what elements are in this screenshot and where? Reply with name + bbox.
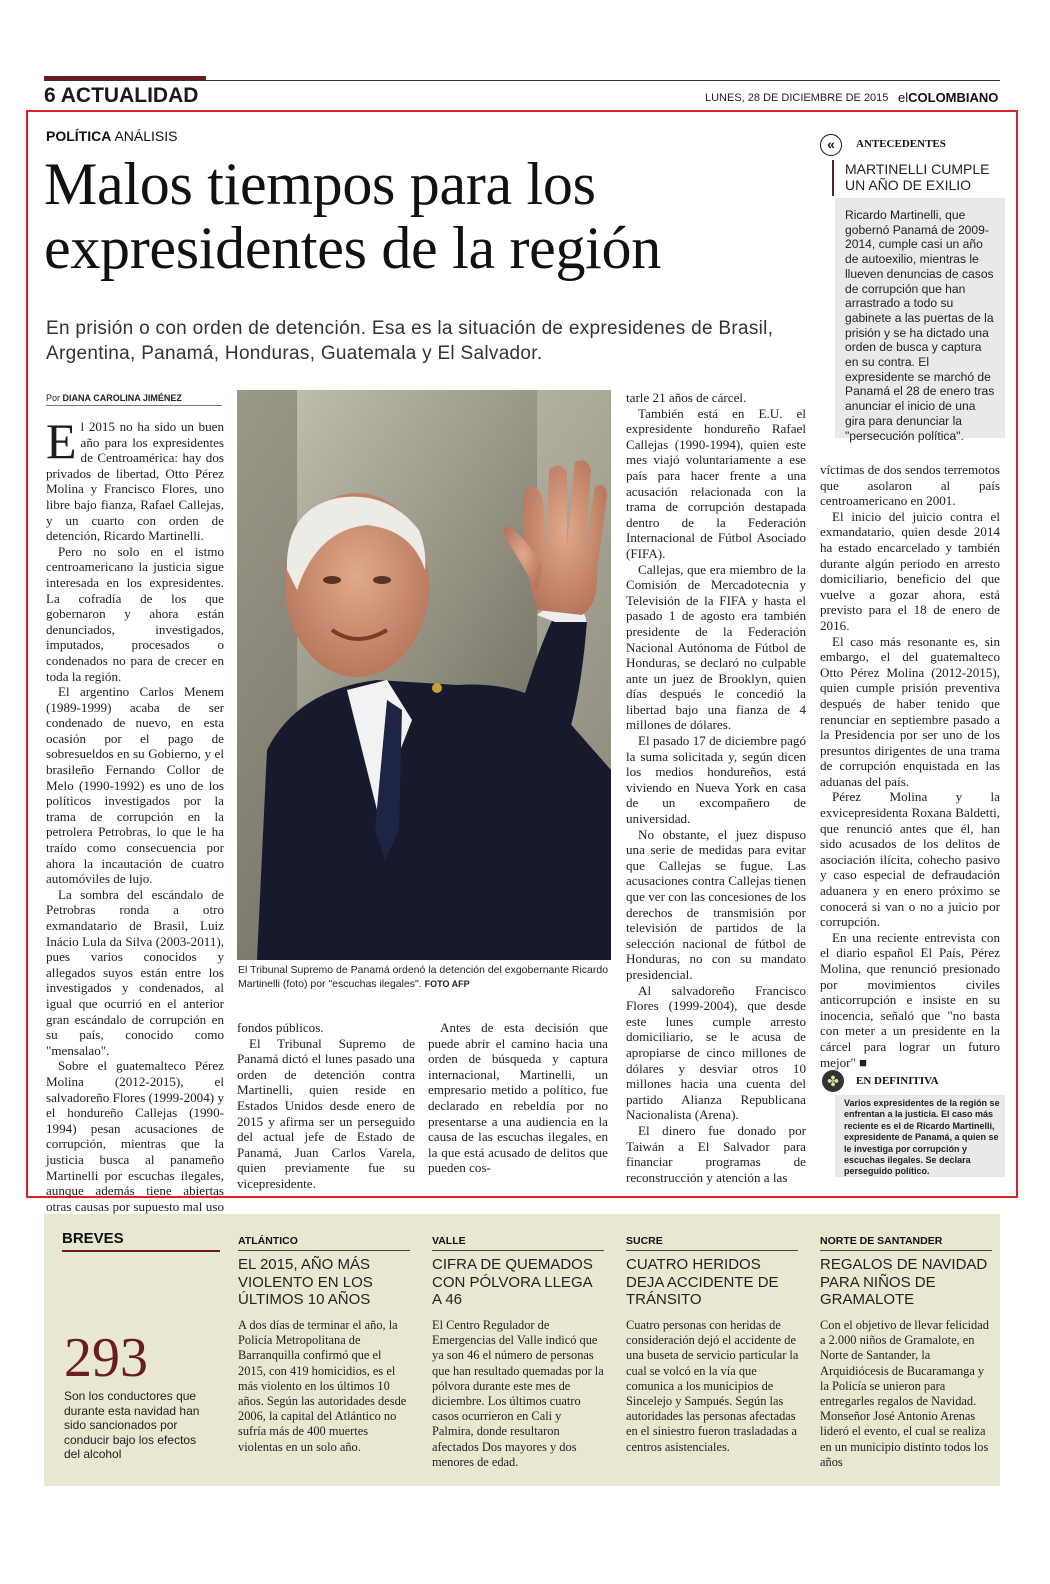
drop-cap: E [46, 413, 77, 469]
byline [46, 393, 182, 403]
photo-caption [238, 963, 610, 991]
breves-number-text: Son los conductores que durante esta navidad han sido sancionados por conducir bajo los efectos del alcohol [64, 1389, 200, 1462]
breves-label: BREVES [62, 1230, 124, 1247]
section-header [44, 84, 198, 108]
article-column-1 [46, 413, 224, 1230]
paragraph: El argentino Carlos Menem (1989-1999) acaba de ser condenado de nuevo, en esta ocasión por el pago de sobresueldos en su Gobierno, y el brasileño Fernando Collor de Melo (1990-1992) es uno de los políticos investigados por la trama de corrupción en la petrolera Petrobras, lo que le ha traído como consecuencia por ahora la incautación de cuatro automóviles de lujo. [46, 684, 224, 887]
sidebar-accent-rule [832, 160, 834, 196]
paragraph: También está en E.U. el expresidente hondureño Rafael Callejas (1990-1994), quien este mes viajó voluntariamente a ese país para hacer frente a una acusación relacionada con la trama de corrupción destapada dentro de la Federación Internacional de Fútbol Asociado (FIFA). [626, 405, 806, 561]
article-column-3 [428, 1020, 608, 1176]
article-column-5 [820, 462, 1000, 1070]
paragraph: El Tribunal Supremo de Panamá dictó el lunes pasado una orden de detención contra Martinelli, quien reside en Estados Unidos desde enero de 2015 y afirma ser un perseguido del actual jefe de Estado de Panamá, Juan Carlos Varela, quien previamente fue su vicepresidente. [237, 1035, 415, 1191]
summary-text: Varios expresidentes de la región se enfrentan a la justicia. El caso más reciente es el de Ricardo Martinelli, expresidente de Panamá, a quien se le investiga por corrupción y escuchas ilegales. Se declara perseguido político. [844, 1098, 1000, 1177]
brief-title: REGALOS DE NAVIDAD PARA NIÑOS DE GRAMALOTE [820, 1256, 988, 1308]
kicker-category: POLÍTICA [46, 128, 112, 144]
paragraph: Sobre el guatemalteco Pérez Molina (2012-2015), el salvadoreño Flores (1999-2004) y el hondureño Callejas (1990-1994) pesan acusaciones de corrupción, mientras que la justicia busca al panameño Martinelli por escuchas ilegales, aunque además tiene abiertas otras causas por supuesto mal uso [46, 1058, 224, 1214]
martinelli-photo-illustration [237, 390, 611, 960]
paragraph: Antes de esta decisión que puede abrir el camino hacia una orden de búsqueda y captura internacional, Martinelli, un empresario metido a político, fue declarado en rebeldía por no presentarse a una audiencia en la causa de las escuchas ilegales, en la que está acusado de delitos que pueden cos- [428, 1020, 608, 1176]
breves-big-number: 293 [64, 1327, 148, 1389]
brand-name: COLOMBIANO [908, 90, 999, 105]
paragraph: En una reciente entrevista con el diario español El País, Pérez Molina, que renunció presionado por movimientos civiles anticorrupción e insiste en su inocencia, señaló que "no basta con meter a un presidente en la cárcel para lograr un futuro mejor" ■ [820, 929, 1000, 1070]
byline-rule [46, 405, 222, 406]
brief-body: A dos días de terminar el año, la Policía Metropolitana de Barranquilla confirmó que el 2015, con 419 homicidios, es el más violento en los últimos 10 años. Según las autoridades desde 2006, la capital del Atlántico no sufría más de 400 muertes violentas en un solo año. [238, 1318, 407, 1454]
clover-icon: ✤ [822, 1070, 844, 1092]
brief-body: Con el objetivo de llevar felicidad a 2.000 niños de Gramalote, en Norte de Santander, la Arquidiócesis de Bucaramanga y la Policía se unieron para entregarles regalos de Navidad. Monseñor José Antonio Arenas lideró el evento, el cual se realiza en un municipio distinto todos los años [820, 1318, 989, 1469]
summary-label: EN DEFINITIVA [856, 1075, 939, 1087]
brief-region: SUCRE [626, 1235, 663, 1247]
paragraph: El pasado 17 de diciembre pagó la suma solicitada y, según dicen los medios hondureños, está viviendo en Nueva York en casa de un excompañero de universidad. [626, 733, 806, 827]
newspaper-brand [898, 90, 998, 105]
double-chevron-left-icon: « [820, 134, 842, 156]
article-photo [237, 390, 611, 960]
paragraph: La sombra del escándalo de Petrobras ronda a otro exmandatario de Brasil, Luiz Inácio Lula da Silva (2003-2011), pues varios conocidos y allegados suyos están entre los investigados y condenados, al igual que ocurrió en el anterior gran escándalo de corrupción en su país, conocido como "mensalao". [46, 886, 224, 1058]
issue-date: LUNES, 28 DE DICIEMBRE DE 2015 [705, 92, 889, 104]
paragraph: El caso más resonante es, sin embargo, el del guatemalteco Otto Pérez Molina (2012-2015), quien cumple prisión preventiva después de haber tenido que renunciar en septiembre pasado a la Presidencia por ser uno de los presuntos dirigentes de una trama de corrupción enquistada en las aduanas del país. [820, 633, 1000, 789]
brief-title: EL 2015, AÑO MÁS VIOLENTO EN LOS ÚLTIMOS 10 AÑOS [238, 1256, 373, 1308]
article-deck: En prisión o con orden de detención. Esa es la situación de expresidenes de Brasil, Argentina, Panamá, Honduras, Guatemala y El Salvador. [46, 318, 774, 364]
paragraph: víctimas de dos sendos terremotos que asolaron al país centroamericano en 2001. [820, 462, 1000, 509]
brief-region: NORTE DE SANTANDER [820, 1235, 943, 1247]
brief-title: CUATRO HERIDOS DEJA ACCIDENTE DE TRÁNSITO [626, 1256, 779, 1308]
photo-credit: FOTO AFP [424, 979, 470, 989]
article-headline: Malos tiempos para los expresidentes de la región [44, 151, 661, 281]
paragraph: Pérez Molina y la exvicepresidenta Roxana Baldetti, que renunció antes que él, han sido acusados de los delitos de asociación ilícita, cohecho pasivo y caso especial de defraudación aduanera y en enero próximo se conocerá si van o no a juicio por corrupción. [820, 789, 1000, 930]
brief-body: Cuatro personas con heridas de consideración dejó el accidente de una buseta de servicio particular la cual se volcó en la vía que comunica a los municipios de Sincelejo y Sampués. Según las autoridades las personas afectadas en el siniestro fueron trasladadas a centros asistenciales. [626, 1318, 799, 1454]
paragraph: No obstante, el juez dispuso una serie de medidas para evitar que Callejas se fugue. Las acusaciones contra Callejas tienen que ver con las concesiones de los derechos de transmisión por televisión de partidos de la selección nacional de fútbol de Honduras, no con su mandato presidencial. [626, 826, 806, 982]
brief-region: VALLE [432, 1235, 466, 1247]
paragraph: fondos públicos. [237, 1020, 324, 1035]
breves-rule [62, 1250, 220, 1252]
paragraph-text: l 2015 no ha sido un buen año para los expresidentes de Centroamérica: hay dos privados de libertad, Otto Pérez Molina y Francisco Flores, uno libre bajo fianza, Rafael Callejas, y un cuarto con orden de detención, Ricardo Martinelli. [46, 419, 224, 544]
paragraph: Callejas, que era miembro de la Comisión de Mercadotecnia y Televisión de la FIFA y hasta el pasado 1 de agosto era también presidente de la Federación Nacional Autónoma de Fútbol de Honduras, se declaró no culpable ante un juez de Brooklyn, quien días después le concedió la libertad bajo una fianza de 4 millones de dólares. [626, 561, 806, 733]
brief-rule [820, 1250, 992, 1251]
article-column-2 [237, 1020, 415, 1192]
sidebar-title: MARTINELLI CUMPLE UN AÑO DE EXILIO [845, 161, 990, 193]
brief-rule [238, 1250, 410, 1251]
article-kicker [46, 128, 178, 144]
brief-rule [432, 1250, 604, 1251]
paragraph: El inicio del juicio contra el exmandatario, quien desde 2014 ha estado encarcelado y también durante algún periodo en arresto domiciliario, beneficio del que vuelve a gozar ahora, está previsto para el 18 de enero de 2016. [820, 508, 1000, 633]
paragraph [46, 413, 224, 544]
byline-prefix: Por [46, 393, 61, 403]
brief-region: ATLÁNTICO [238, 1235, 298, 1247]
section-name: ACTUALIDAD [60, 84, 199, 107]
sidebar-text: Ricardo Martinelli, que gobernó Panamá de 2009-2014, cumple casi un año de autoexilio, mientras le llueven denuncias de casos de corrupción que han arrastrado a todo su gabinete a las puertas de la prisión y se ha dictado una orden de busca y captura en su contra. El expresidente se marchó de Panamá el 28 de enero tras anunciar el inicio de una gira para denunciar la "persecución política". [845, 208, 995, 443]
kicker-type: ANÁLISIS [114, 128, 178, 144]
brief-title: CIFRA DE QUEMADOS CON PÓLVORA LLEGA A 46 [432, 1256, 593, 1308]
brief-rule [626, 1250, 798, 1251]
sidebar-label: ANTECEDENTES [856, 138, 946, 150]
article-column-4 [626, 390, 806, 1185]
paragraph: Pero no solo en el istmo centroamericano la justicia sigue interesada en los expresidentes. La cofradía de los que gobernaron y ahora están denunciados, investigados, imputados, procesados o condenados no para de crecer en toda la región. [46, 543, 224, 684]
byline-author: DIANA CAROLINA JIMÉNEZ [62, 393, 182, 403]
paragraph: Al salvadoreño Francisco Flores (1999-2004), que desde este lunes cumple arresto domiciliario, se le acusa de apropiarse de cinco millones de dólares y desviar otros 10 millones hacia una cuenta del partido Alianza Republicana Nacionalista (Arena). [626, 982, 806, 1123]
paragraph: El dinero fue donado por Taiwán a El Salvador para financiar programas de reconstrucción y atención a las [626, 1122, 806, 1185]
caption-text: El Tribunal Supremo de Panamá ordenó la detención del exgobernante Ricardo Martinelli (foto) por "escuchas ilegales". [238, 964, 609, 990]
brand-prefix: el [898, 90, 909, 105]
brief-body: El Centro Regulador de Emergencias del Valle indicó que ya son 46 el número de personas que han resultado quemadas por la pólvora durante este mes de diciembre. Los últimos cuatro casos ocurrieron en Cali y Palmira, donde resultaron afectados Dos mayores y dos menores de edad. [432, 1318, 604, 1469]
paragraph: tarle 21 años de cárcel. [626, 390, 747, 405]
header-rule [44, 80, 1000, 81]
page-number: 6 [44, 84, 56, 107]
